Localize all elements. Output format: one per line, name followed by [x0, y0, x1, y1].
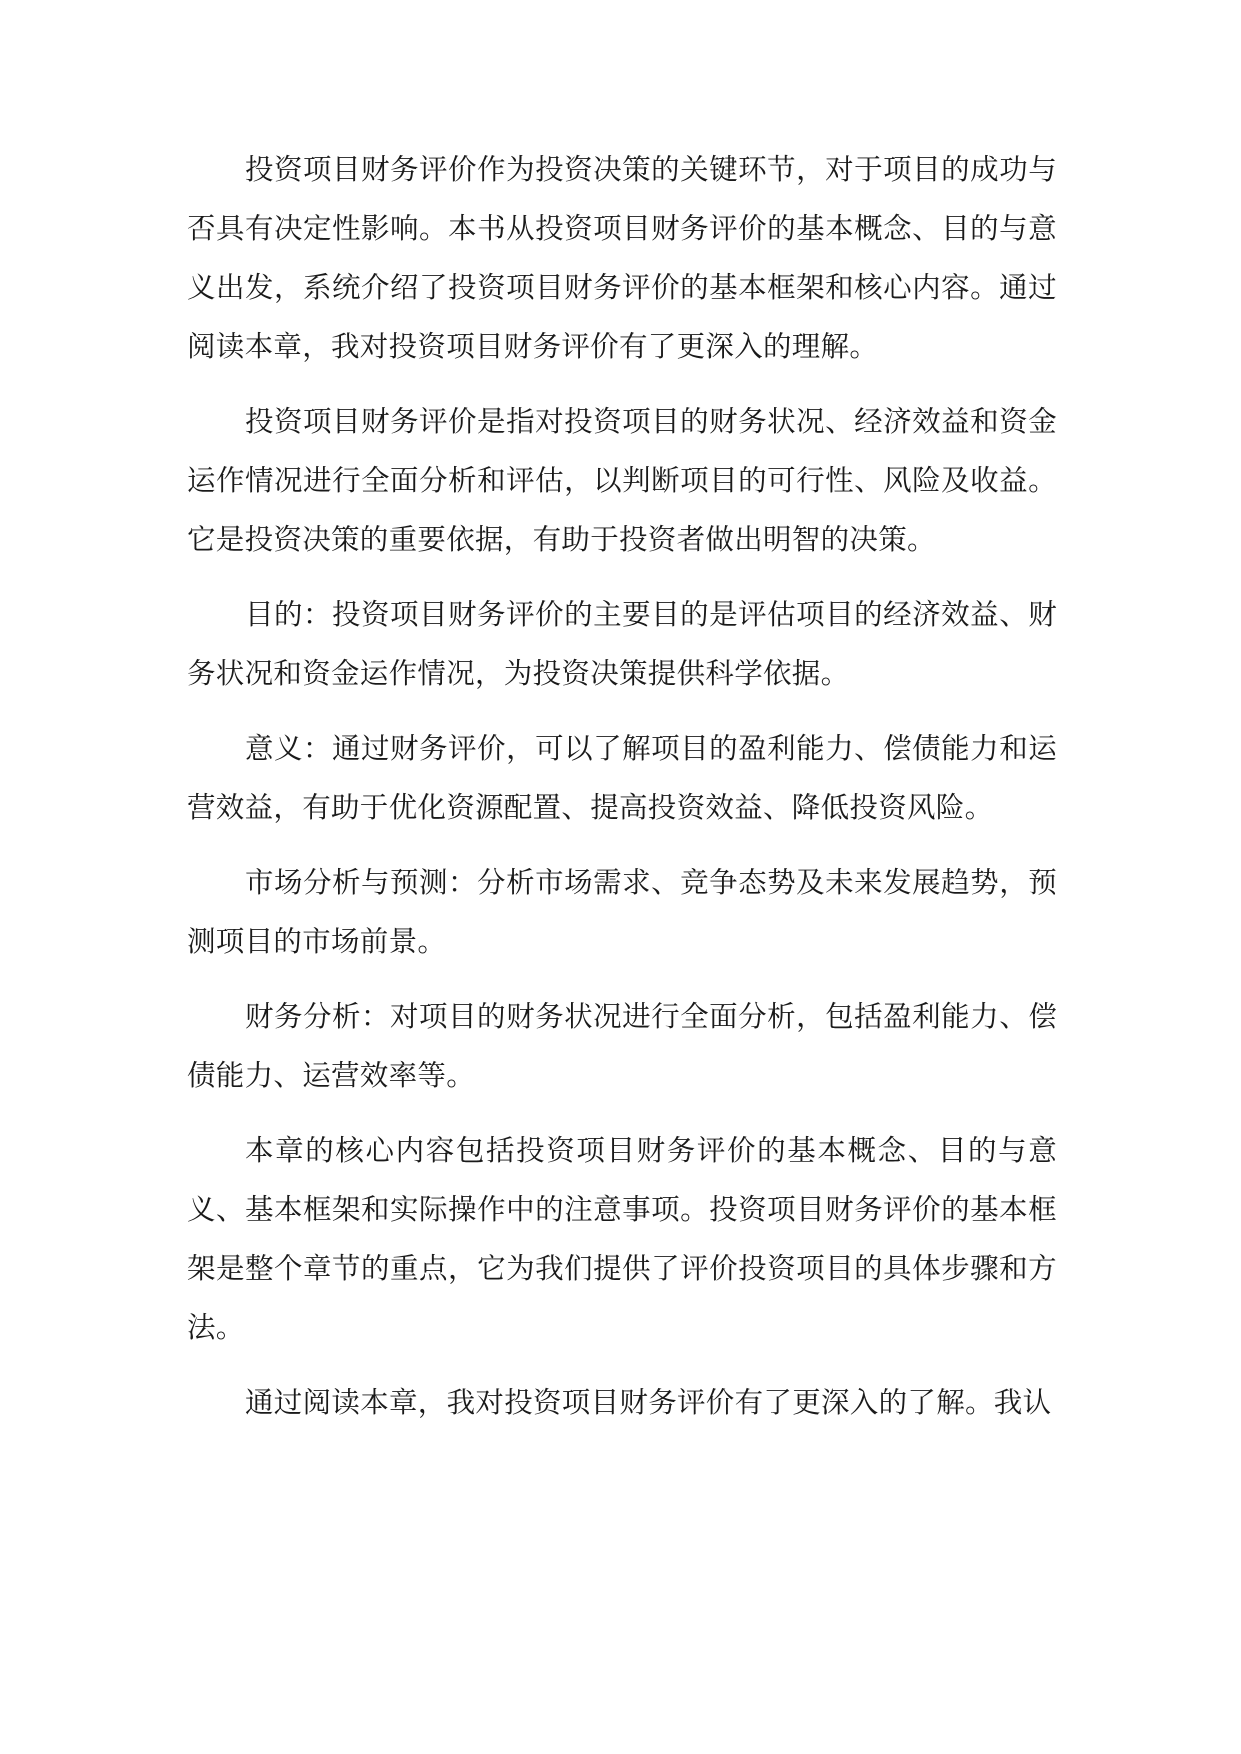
paragraph: 财务分析：对项目的财务状况进行全面分析，包括盈利能力、偿债能力、运营效率等。 — [187, 1000, 1057, 1092]
paragraph: 投资项目财务评价作为投资决策的关键环节，对于项目的成功与否具有决定性影响。本书从投资项目财务评价的基本概念、目的与意义出发，系统介绍了投资项目财务评价的基本框架和核心内容。通过阅读本章，我对投资项目财务评价有了更深入的理解。 — [187, 153, 1057, 363]
paragraph: 通过阅读本章，我对投资项目财务评价有了更深入的了解。我认 — [245, 1386, 1052, 1419]
document-body — [187, 140, 1057, 1448]
paragraph: 市场分析与预测：分析市场需求、竞争态势及未来发展趋势，预测项目的市场前景。 — [187, 866, 1057, 958]
paragraph: 目的：投资项目财务评价的主要目的是评估项目的经济效益、财务状况和资金运作情况，为投资决策提供科学依据。 — [187, 598, 1057, 690]
paragraph: 投资项目财务评价是指对投资项目的财务状况、经济效益和资金运作情况进行全面分析和评估，以判断项目的可行性、风险及收益。它是投资决策的重要依据，有助于投资者做出明智的决策。 — [187, 405, 1057, 556]
paragraph: 本章的核心内容包括投资项目财务评价的基本概念、目的与意义、基本框架和实际操作中的注意事项。投资项目财务评价的基本框架是整个章节的重点，它为我们提供了评价投资项目的具体步骤和方法。 — [187, 1134, 1057, 1344]
paragraph: 意义：通过财务评价，可以了解项目的盈利能力、偿债能力和运营效益，有助于优化资源配置、提高投资效益、降低投资风险。 — [187, 732, 1057, 824]
